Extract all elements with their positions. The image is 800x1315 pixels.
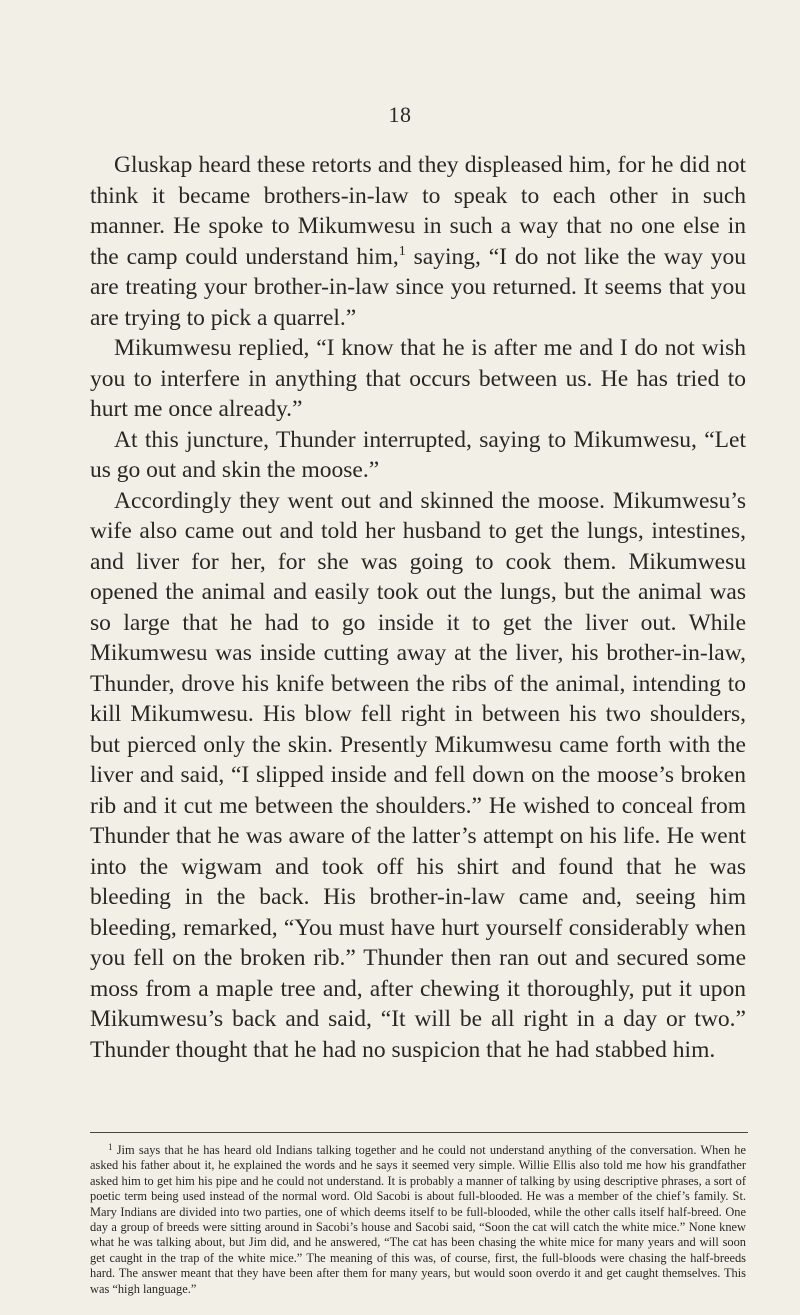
page-number: 18 bbox=[388, 102, 412, 127]
paragraph-skinning-moose: Accordingly they went out and skinned the moose. Mikumwesu’s wife also came out and told her husband to get the lungs, intestines, and liver for her, for she was going to cook them. Mikumwesu opened the animal and easily took out the lungs, but the animal was so large that he had to go inside it to get the liver out. While Mikumwesu was inside cutting away at the liver, his brother-in-law, Thunder, drove his knife between the ribs of the animal, intending to kill Mikumwesu. His blow fell right in between his two shoulders, but pierced only the skin. Presently Mikumwesu came forth with the liver and said, “I slipped inside and fell down on the moose’s broken rib and it cut me between the shoulders.” He wished to conceal from Thunder that he was aware of the latter’s attempt on his life. He went into the wigwam and took off his shirt and found that he was bleeding in the back. His brother-in-law came and, seeing him bleeding, remarked, “You must have hurt yourself considerably when you fell on the broken rib.” Thunder then ran out and secured some moss from a maple tree and, after chewing it thoroughly, put it upon Mikumwesu’s back and said, “It will be all right in a day or two.” Thunder thought that he had no suspicion that he had stabbed him. bbox=[90, 487, 746, 1063]
paragraph-thunder-interrupted: At this juncture, Thunder interrupted, saying to Mikumwesu, “Let us go out and skin the moose.” bbox=[90, 426, 746, 483]
footnote bbox=[90, 1143, 746, 1297]
body-text bbox=[90, 150, 746, 1065]
paragraph-text: Gluskap heard these retorts and they displeased him, for he did not think it became brothers-in-law to speak to each other in such manner. He spoke to Mikumwesu in such a way that no one else in the camp could understand him, bbox=[90, 152, 746, 270]
footnote-marker: 1 bbox=[108, 1142, 113, 1152]
paragraph-text: saying, “I do not like the way you are treating your brother-in-law since you returned. It seems that you are trying to pick a quarrel.” bbox=[90, 243, 746, 331]
footnote-text: Jim says that he has heard old Indians talking together and he could not understand anything of the conversation. When he asked his father about it, he explained the words and he says it seemed very simple. Willie Ellis also told me how his grandfather asked him to get him his pipe and he could not understand. It is probably a manner of talking by using descriptive phrases, a sort of poetic term being used instead of the normal word. Old Sacobi is about full-blooded. He was a member of the chief’s family. St. Mary Indians are divided into two parties, one of which deems itself to be full-blooded, while the other calls itself half-breed. One day a group of breeds were sitting around in Sacobi’s house and Sacobi said, “Soon the cat will catch the white mice.” None knew what he was talking about, but Jim did, and he answered, “The cat has been chasing the white mice for many years and will soon get caught in the trap of the white mice.” The meaning of this was, of course, first, the full-bloods were chasing the half-breeds hard. The answer meant that they have been after them for many years, but would soon overdo it and get caught themselves. This was “high language.” bbox=[90, 1143, 746, 1296]
paragraph-gluskap bbox=[90, 150, 746, 333]
paragraph-mikumwesu-replied: Mikumwesu replied, “I know that he is after me and I do not wish you to interfere in anything that occurs between us. He has tried to hurt me once already.” bbox=[90, 335, 746, 422]
footnote-reference: 1 bbox=[398, 243, 406, 259]
footnote-divider bbox=[90, 1132, 748, 1133]
